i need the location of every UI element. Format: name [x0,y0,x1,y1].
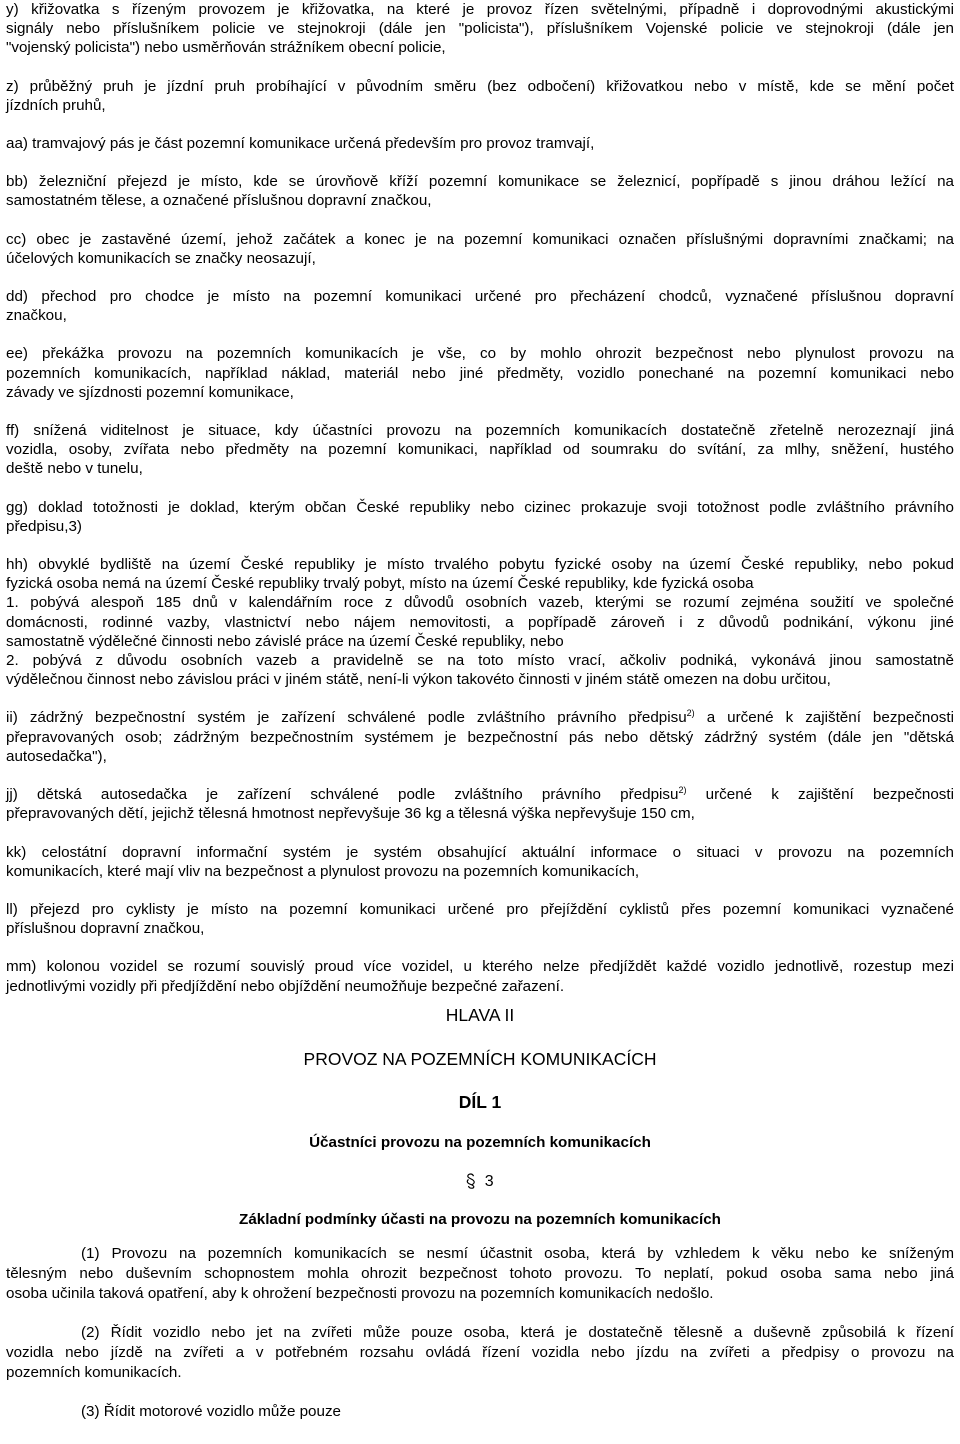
part-heading: DÍL 1 [458,1091,502,1112]
text-line: (2) Řídit vozidlo nebo jet na zvířeti může pouze osoba, která je dostatečně tělesně a duševně způsobilá k řízení [81,1323,954,1341]
section-heading [6,1172,954,1192]
text-line: aa) tramvajový pás je část pozemní komunikace určená především pro provoz tramvají, [6,135,595,153]
text-line: gg) doklad totožnosti je doklad, kterým občan České republiky nebo cizinec prokazuje svoji totožnost podle zvláštního právního [6,498,954,516]
section-number: 3 [484,1172,494,1190]
text-line: 2. pobývá z důvodu osobních vazeb a pravidelně se na toto místo vrací, ačkoliv podniká, vykonává jinou samostatně [6,652,954,670]
text-line: "vojenský policista") nebo usměrňován strážníkem obecní policie, [6,39,446,57]
paragraph-p1 [6,1244,954,1304]
text-line: ee) překážka provozu na pozemních komunikacích je vše, co by mohlo ohrozit bezpečnost nebo plynulost provozu na [6,345,954,363]
text-line: ii) zádržný bezpečnostní systém je zařízení schválené podle zvláštního právního předpisu$^{2)}$ a určené k zajištění bezpečnosti [6,708,954,727]
definition-ii [6,708,954,766]
text-line: závady ve sjízdnosti pozemní komunikace, [6,383,294,401]
definition-z [6,77,954,115]
definition-cc [6,230,954,268]
definitions-list [6,0,954,996]
definition-ll [6,900,954,938]
text-line: signály nebo příslušníkem policie ve stejnokroji (dále jen "policista"), příslušníkem Vojenské policie ve stejnokroji (dále jen [6,20,954,38]
text-line: pozemních komunikacích. [6,1363,182,1381]
text-line: 1. pobývá alespoň 185 dnů v kalendářním roce z důvodů osobních vazeb, kterými se rozumí zejména soužití ve společné [6,594,954,612]
definition-ff [6,421,954,479]
text-line: kk) celostátní dopravní informační systém je systém obsahující aktuální informace o situaci v provozu na pozemních [6,843,954,861]
text-line: pozemních komunikacích, například náklad, materiál nebo jiné předměty, vozidlo ponechané na pozemní komunikaci nebo [6,364,954,382]
text-line: osoba učinila taková opatření, aby k ohrožení bezpečnosti provozu na pozemních komunikacích nedošlo. [6,1284,714,1302]
text-line: ll) přejezd pro cyklisty je místo na pozemní komunikaci určené pro přejíždění cyklistů přes pozemní komunikaci vyznačené [6,900,954,918]
text-line: domácnosti, rodinné vazby, vlastnictví nebo nájem nemovitosti, a popřípadě zároveň i z důvodů podnikání, výkonu jiné [6,613,954,631]
text-line: příslušnou dopravní značkou, [6,920,205,938]
text-line: samostatně výdělečné činnosti nebo závislé práce na území České republiky, nebo [6,632,564,650]
text-line: vozidla nebo jízdě na zvířeti a v potřebném rozsahu ovládá řízení vozidla nebo jízdu na zvířeti a předpisy o provozu na [6,1343,954,1361]
text-line: (3) Řídit motorové vozidlo může pouze [81,1402,341,1420]
chapter-title: PROVOZ NA POZEMNÍCH KOMUNIKACÍCH [303,1048,657,1069]
definition-mm [6,957,954,995]
paragraph-p2 [6,1323,954,1383]
paragraph-p3 [6,1402,954,1422]
part-title: Účastníci provozu na pozemních komunikacích [309,1133,651,1151]
text-line: samostatném tělese, a označené příslušnou dopravní značkou, [6,192,432,210]
section-title: Základní podmínky účasti na provozu na pozemních komunikacích [239,1210,721,1228]
text-line: jízdních pruhů, [6,96,106,114]
section-sign [466,1172,480,1192]
definition-kk [6,843,954,881]
text-line: značkou, [6,307,67,325]
text-line: jj) dětská autosedačka je zařízení schválené podle zvláštního právního předpisu$^{2)}$ určené k zajištění bezpečnosti [6,785,954,804]
text-line: jednotlivými vozidly při předjíždění nebo objíždění neumožňuje bezpečné zařazení. [6,977,565,995]
text-line: bb) železniční přejezd je místo, kde se úrovňově kříží pozemní komunikace se železnicí, popřípadě s jinou dráhou ležící na [6,173,954,191]
text-line: mm) kolonou vozidel se rozumí souvislý proud více vozidel, u kterého nelze předjíždět každé vozidlo jednotlivě, rozestup mezi [6,958,954,976]
text-line: tělesným nebo duševním schopnostem mohla ohrozit bezpečnost tohoto provozu. To neplatí, pokud osoba sama nebo jiná [6,1264,954,1282]
text-line: y) křižovatka s řízeným provozem je křižovatka, na které je provoz řízen světelnými, případně i doprovodnými akustickými [6,1,954,18]
text-line: předpisu,3) [6,517,82,535]
definition-hh [6,555,954,689]
text-line: výdělečnou činnost nebo závislou práci v jiném státě, není-li výkon takovéto činnosti v jiném státě omezen na dobu určitou, [6,671,831,689]
paragraphs-list [6,1244,954,1422]
definition-dd [6,287,954,325]
text-line: přepravovaných dětí, jejichž tělesná hmotnost nepřevyšuje 36 kg a tělesná výška nepřevyšuje 150 cm, [6,805,695,823]
chapter-heading: HLAVA II [445,1004,515,1025]
definition-aa [6,134,954,153]
text-line: hh) obvyklé bydliště na území České republiky je místo trvalého pobytu fyzické osoby na území České republiky, nebo pokud [6,556,954,574]
definition-gg [6,498,954,536]
text-line: ff) snížená viditelnost je situace, kdy účastníci provozu na pozemních komunikacích dostatečně zřetelně nerozeznají jiná [6,422,954,440]
definition-jj [6,785,954,823]
text-line: dd) přechod pro chodce je místo na pozemní komunikaci určené pro přecházení chodců, vyznačené příslušnou dopravní [6,288,954,306]
text-line: (1) Provozu na pozemních komunikacích se nesmí účastnit osoba, která by vzhledem k věku nebo ke sníženým [81,1244,954,1262]
text-line: komunikacích, které mají vliv na bezpečnost a plynulost provozu na pozemních komunikacích, [6,862,640,880]
text-line: autosedačka"), [6,747,107,765]
definition-y [6,0,954,58]
text-line: přepravovaných osob; zádržným bezpečnostním systémem je bezpečnostní pás nebo dětský zádržný systém (dále jen "dětská [6,728,954,746]
text-line: fyzická osoba nemá na území České republiky trvalý pobyt, místo na území České republiky, kde fyzická osoba [6,575,754,593]
definition-bb [6,172,954,210]
text-line: cc) obec je zastavěné území, jehož začátek a konec je na pozemní komunikaci označen příslušnými dopravními značkami; na [6,230,954,248]
text-line: účelových komunikacích se značky neosazují, [6,249,316,267]
text-line: z) průběžný pruh je jízdní pruh probíhající v původním směru (bez odbočení) křižovatkou nebo v místě, kde se mění počet [6,77,954,95]
text-line: vozidla, osoby, zvířata nebo předměty na pozemní komunikaci, například od soumraku do svítání, za mlhy, sněžení, hustého [6,441,954,459]
text-line: deště nebo v tunelu, [6,460,143,478]
definition-ee [6,344,954,402]
